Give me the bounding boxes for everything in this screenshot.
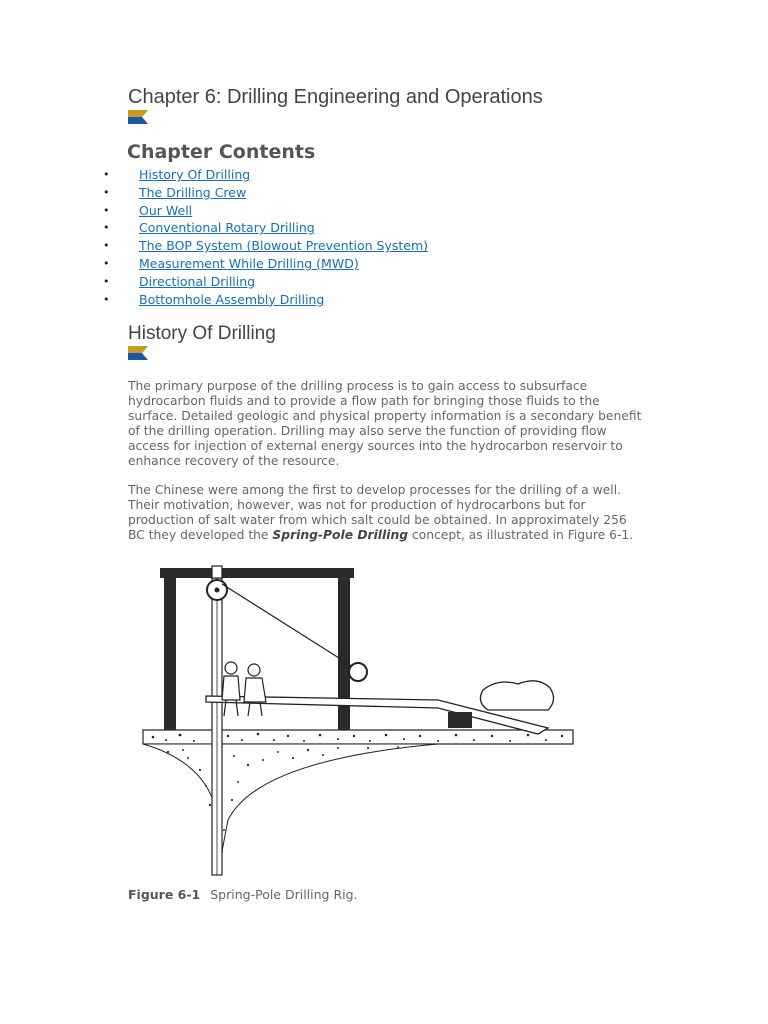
text-line: Their motivation, however, was not for production of hydrocarbons but for <box>128 498 586 512</box>
figure-label: Figure 6-1 <box>128 887 201 902</box>
bullet-icon: • <box>103 256 110 270</box>
text-line: surface. Detailed geologic and physical property information is a secondary benefit <box>128 409 642 423</box>
flag-icon <box>128 110 148 124</box>
text-line: The primary purpose of the drilling process is to gain access to subsurface <box>128 379 588 393</box>
paragraph-chinese <box>128 483 688 543</box>
bullet-icon: • <box>103 203 110 217</box>
bullet-icon: • <box>103 274 110 288</box>
toc-link-our-well[interactable]: Our Well <box>139 202 193 218</box>
bullet-icon: • <box>103 168 110 181</box>
toc-link-directional-drilling[interactable]: Directional Drilling <box>139 273 256 289</box>
bullet-icon: • <box>103 292 110 306</box>
paragraph-purpose <box>128 379 688 469</box>
bullet-icon: • <box>103 221 110 235</box>
text-line <box>128 528 688 543</box>
text-run: BC they developed the <box>128 528 273 542</box>
text-line: production of salt water from which salt could be obtained. In approximately 256 <box>128 513 627 527</box>
toc-link-bottomhole-assembly-drilling[interactable]: Bottomhole Assembly Drilling <box>139 291 325 307</box>
chapter-title: Chapter 6: Drilling Engineering and Operations <box>128 86 543 108</box>
text-line: access for injection of external energy sources into the hydrocarbon reservoir to <box>128 439 623 453</box>
text-run: concept, as illustrated in Figure 6-1. <box>408 528 634 542</box>
figure-caption-text: Spring-Pole Drilling Rig. <box>210 887 358 902</box>
contents-heading: Chapter Contents <box>127 141 316 163</box>
spring-pole-drilling-illustration <box>138 560 578 880</box>
text-line: hydrocarbon fluids and to provide a flow path for bringing those fluids to the <box>128 394 600 408</box>
text-line: The Chinese were among the first to develop processes for the drilling of a well. <box>128 483 622 497</box>
bullet-icon: • <box>103 239 110 253</box>
figure-caption <box>128 887 358 902</box>
text-line: enhance recovery of the resource. <box>128 454 340 468</box>
toc-link-drilling-crew[interactable]: The Drilling Crew <box>139 184 247 200</box>
toc-link-bop-system[interactable]: The BOP System (Blowout Prevention System) <box>139 238 429 254</box>
emphasis-spring-pole-drilling: Spring-Pole Drilling <box>272 528 409 542</box>
toc-link-mwd[interactable]: Measurement While Drilling (MWD) <box>139 255 359 271</box>
toc-link-history-of-drilling[interactable]: History Of Drilling <box>139 167 251 182</box>
section-title: History Of Drilling <box>128 323 276 344</box>
toc-link-conventional-rotary-drilling[interactable]: Conventional Rotary Drilling <box>139 220 315 236</box>
text-line: of the drilling operation. Drilling may also serve the function of providing flow <box>128 424 607 438</box>
flag-icon <box>128 346 148 360</box>
bullet-icon: • <box>103 185 110 199</box>
